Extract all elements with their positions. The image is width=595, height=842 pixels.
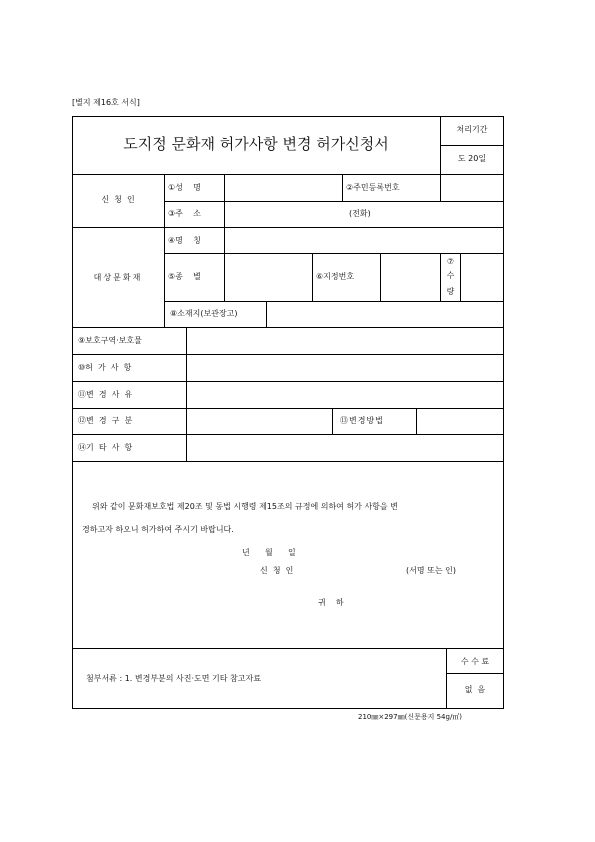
property-name-label: ④명 칭 xyxy=(168,236,201,245)
property-type-label: ⑤종 별 xyxy=(168,272,201,281)
change-method-field[interactable] xyxy=(417,409,503,434)
change-type-label: ⑫변 경 구 분 xyxy=(78,416,133,425)
fee-value: 없 음 xyxy=(464,685,486,694)
form-number: [별지 제16호 서식] xyxy=(72,98,140,107)
applicant-section-label: 신 청 인 xyxy=(101,195,135,204)
applicant-address-label: ③주 소 xyxy=(168,209,201,218)
quantity-label-char2: 량 xyxy=(446,287,455,296)
location-field[interactable] xyxy=(267,302,503,327)
designation-number-field[interactable] xyxy=(381,254,440,301)
applicant-signature-label: 신 청 인 xyxy=(260,566,294,575)
change-type-field[interactable] xyxy=(187,409,332,434)
resident-number-label: ②주민등록번호 xyxy=(346,183,400,192)
permit-item-label: ⑩허 가 사 항 xyxy=(78,363,132,372)
signature-or-seal-label: (서명 또는 인) xyxy=(406,566,456,575)
target-section-label: 대상문화재 xyxy=(93,273,143,282)
statement-line-1: 위와 같이 문화재보호법 제20조 및 동법 시행령 제15조의 규정에 의하여 허가 사항을 변 xyxy=(92,502,398,511)
protected-area-field[interactable] xyxy=(187,328,503,354)
location-label: ⑧소재지(보관장고) xyxy=(170,309,238,318)
statement-line-2: 경하고자 하오니 허가하여 주시기 바랍니다. xyxy=(82,525,234,534)
applicant-signature-field[interactable] xyxy=(305,562,400,578)
change-reason-label: ⑪변 경 사 유 xyxy=(78,390,133,399)
phone-label: (전화) xyxy=(349,209,371,218)
fee-label: 수 수 료 xyxy=(460,657,490,666)
protected-area-label: ⑨보호구역·보호물 xyxy=(78,336,142,345)
application-date: 년 월 일 xyxy=(242,548,296,557)
property-name-field[interactable] xyxy=(225,228,503,253)
recipient-label: 귀 하 xyxy=(318,598,344,607)
property-type-field[interactable] xyxy=(225,254,312,301)
processing-period-value: 도 20일 xyxy=(457,154,487,163)
change-method-label: ⑬변경방법 xyxy=(340,416,384,425)
page-title: 도지정 문화재 허가사항 변경 허가신청서 xyxy=(123,135,389,153)
quantity-label-char1: 수 xyxy=(446,271,455,280)
permit-item-field[interactable] xyxy=(187,355,503,381)
attachments-text: 첨부서류 : 1. 변경부분의 사진·도면 기타 참고자료 xyxy=(86,674,261,683)
other-items-label: ⑭기 타 사 항 xyxy=(78,443,133,452)
quantity-field[interactable] xyxy=(461,254,503,301)
resident-number-field[interactable] xyxy=(441,175,503,201)
applicant-name-label: ①성 명 xyxy=(168,183,201,192)
change-reason-field[interactable] xyxy=(187,382,503,408)
applicant-name-field[interactable] xyxy=(225,175,342,201)
other-items-field[interactable] xyxy=(187,435,503,461)
quantity-label-number: ⑦ xyxy=(446,257,455,266)
paper-size-note: 210㎜×297㎜(신문용지 54g/㎡) xyxy=(358,713,463,721)
designation-number-label: ⑥지정번호 xyxy=(316,272,355,281)
processing-period-label: 처리기간 xyxy=(456,125,488,134)
